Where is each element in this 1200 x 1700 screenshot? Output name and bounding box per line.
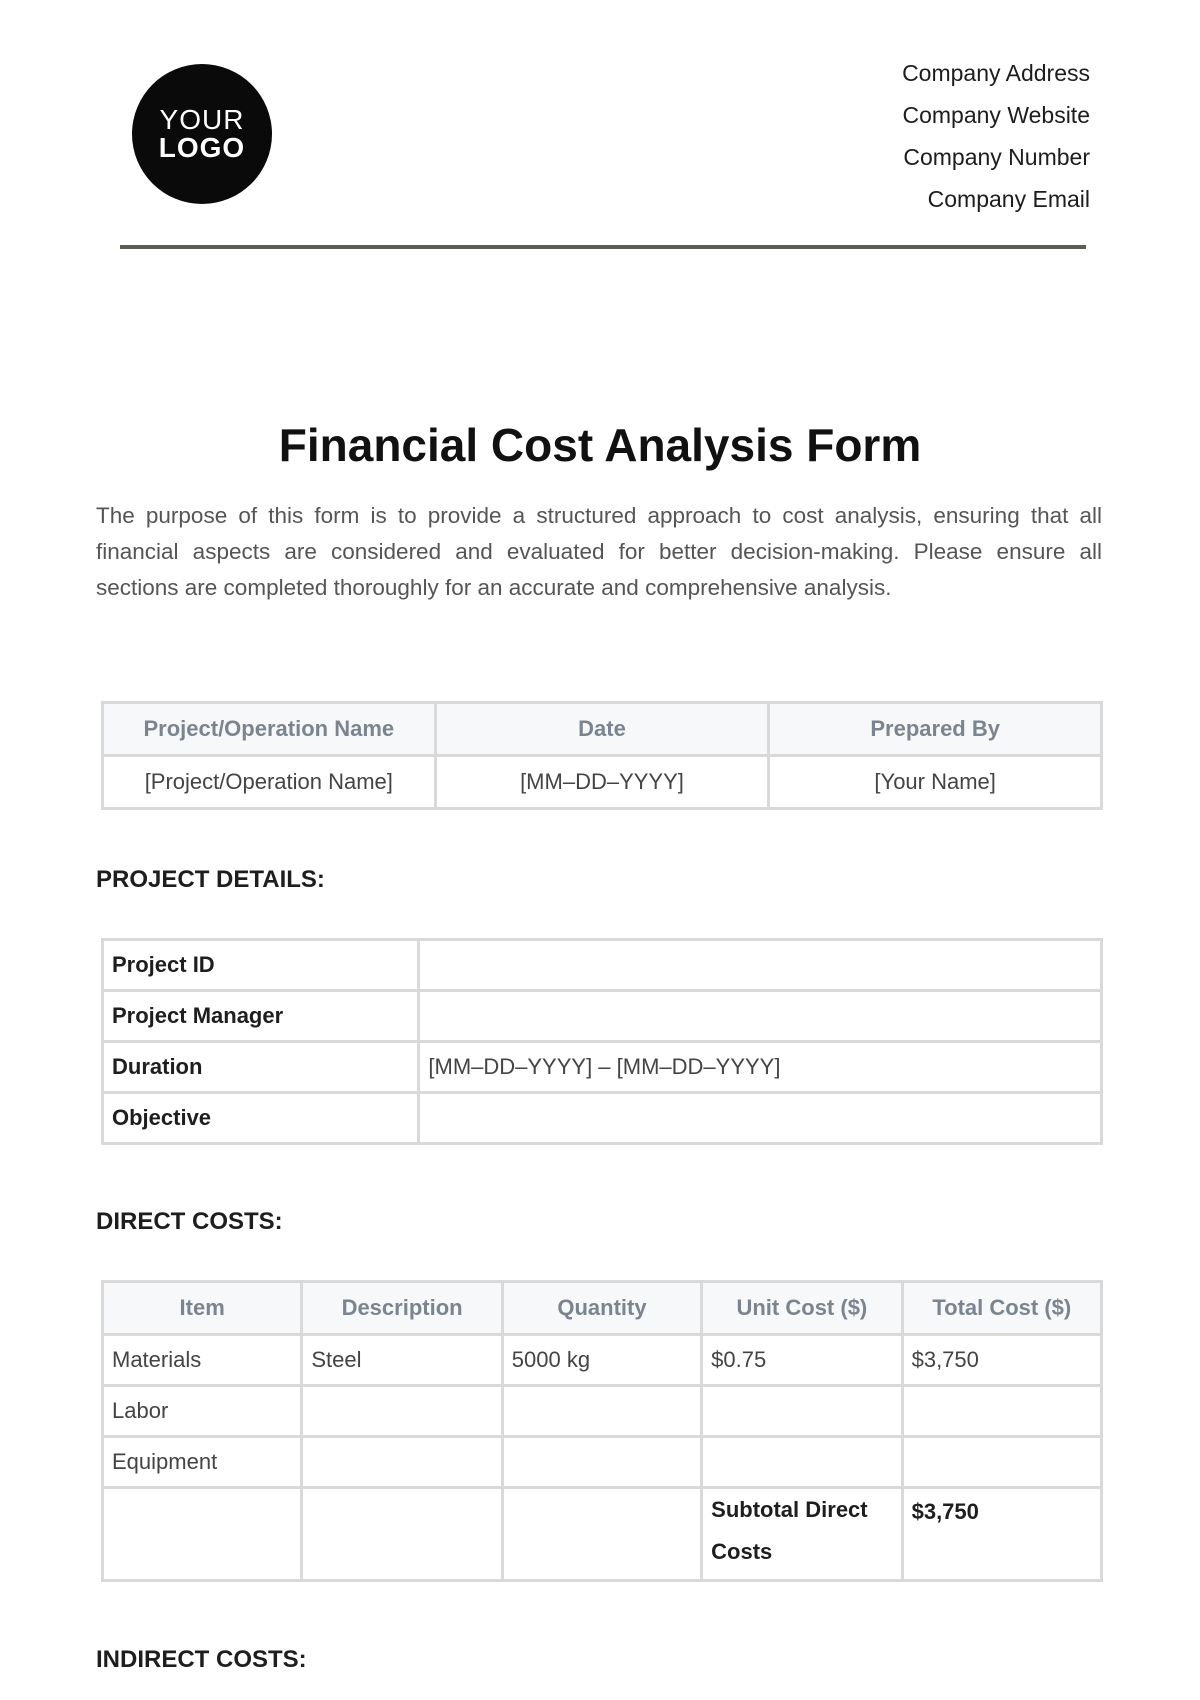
header-prepared-by: Prepared By — [769, 703, 1102, 756]
label-objective: Objective — [103, 1093, 419, 1144]
empty-cell — [103, 1488, 302, 1581]
cell-item[interactable]: Labor — [103, 1386, 302, 1437]
cell-item[interactable]: Equipment — [103, 1437, 302, 1488]
company-address: Company Address — [902, 60, 1090, 86]
empty-cell — [302, 1488, 502, 1581]
cell-description[interactable] — [302, 1386, 502, 1437]
project-name-field[interactable]: [Project/Operation Name] — [103, 756, 436, 809]
direct-costs-table — [101, 1280, 1103, 1582]
company-website: Company Website — [902, 102, 1090, 128]
logo-text-bottom: LOGO — [158, 132, 246, 163]
intro-paragraph: The purpose of this form is to provide a structured approach to cost analysis, ensuring that all financial aspects are considered and evaluated for better decision-making. Please ensure all sections are completed thoroughly for an accurate and comprehensive analysis. — [96, 503, 1102, 600]
duration-field[interactable]: [MM–DD–YYYY] – [MM–DD–YYYY] — [419, 1042, 1102, 1093]
cell-total-cost[interactable] — [902, 1386, 1101, 1437]
prepared-by-field[interactable]: [Your Name] — [769, 756, 1102, 809]
logo-text-top: YOUR — [159, 104, 245, 135]
header-item: Item — [103, 1282, 302, 1335]
company-info — [902, 52, 1090, 220]
empty-cell — [502, 1488, 701, 1581]
company-email: Company Email — [927, 186, 1090, 212]
header-divider — [120, 245, 1086, 249]
cell-total-cost[interactable] — [902, 1437, 1101, 1488]
table-row — [103, 1042, 1102, 1093]
table-row — [103, 991, 1102, 1042]
company-number: Company Number — [903, 144, 1090, 170]
label-duration: Duration — [103, 1042, 419, 1093]
date-field[interactable]: [MM–DD–YYYY] — [435, 756, 769, 809]
page-title: Financial Cost Analysis Form — [278, 419, 922, 471]
company-logo — [132, 64, 272, 204]
table-header-row — [103, 703, 1102, 756]
project-manager-field[interactable] — [419, 991, 1102, 1042]
header-unit-cost: Unit Cost ($) — [702, 1282, 902, 1335]
table-row — [103, 1093, 1102, 1144]
subtotal-row — [103, 1488, 1102, 1581]
cell-unit-cost[interactable] — [702, 1386, 902, 1437]
table-row — [103, 1386, 1102, 1437]
header-date: Date — [435, 703, 769, 756]
cell-unit-cost[interactable]: $0.75 — [702, 1335, 902, 1386]
cell-quantity[interactable]: 5000 kg — [502, 1335, 701, 1386]
cell-description[interactable] — [302, 1437, 502, 1488]
cell-item[interactable]: Materials — [103, 1335, 302, 1386]
direct-costs-heading: DIRECT COSTS: — [96, 1208, 283, 1235]
cell-total-cost[interactable]: $3,750 — [902, 1335, 1101, 1386]
cell-quantity[interactable] — [502, 1437, 701, 1488]
indirect-costs-heading: INDIRECT COSTS: — [96, 1646, 307, 1673]
project-details-heading: PROJECT DETAILS: — [96, 866, 325, 893]
label-project-id: Project ID — [103, 940, 419, 991]
label-project-manager: Project Manager — [103, 991, 419, 1042]
cell-quantity[interactable] — [502, 1386, 701, 1437]
header-quantity: Quantity — [502, 1282, 701, 1335]
cell-unit-cost[interactable] — [702, 1437, 902, 1488]
header-project-name: Project/Operation Name — [103, 703, 436, 756]
project-details-table — [101, 938, 1103, 1145]
table-row — [103, 1335, 1102, 1386]
cell-description[interactable]: Steel — [302, 1335, 502, 1386]
header-description: Description — [302, 1282, 502, 1335]
subtotal-value: $3,750 — [902, 1488, 1101, 1581]
project-id-field[interactable] — [419, 940, 1102, 991]
table-row — [103, 940, 1102, 991]
table-header-row — [103, 1282, 1102, 1335]
objective-field[interactable] — [419, 1093, 1102, 1144]
table-row — [103, 756, 1102, 809]
project-info-table — [101, 701, 1103, 810]
header-total-cost: Total Cost ($) — [902, 1282, 1101, 1335]
subtotal-label: Subtotal Direct Costs — [702, 1488, 902, 1581]
table-row — [103, 1437, 1102, 1488]
